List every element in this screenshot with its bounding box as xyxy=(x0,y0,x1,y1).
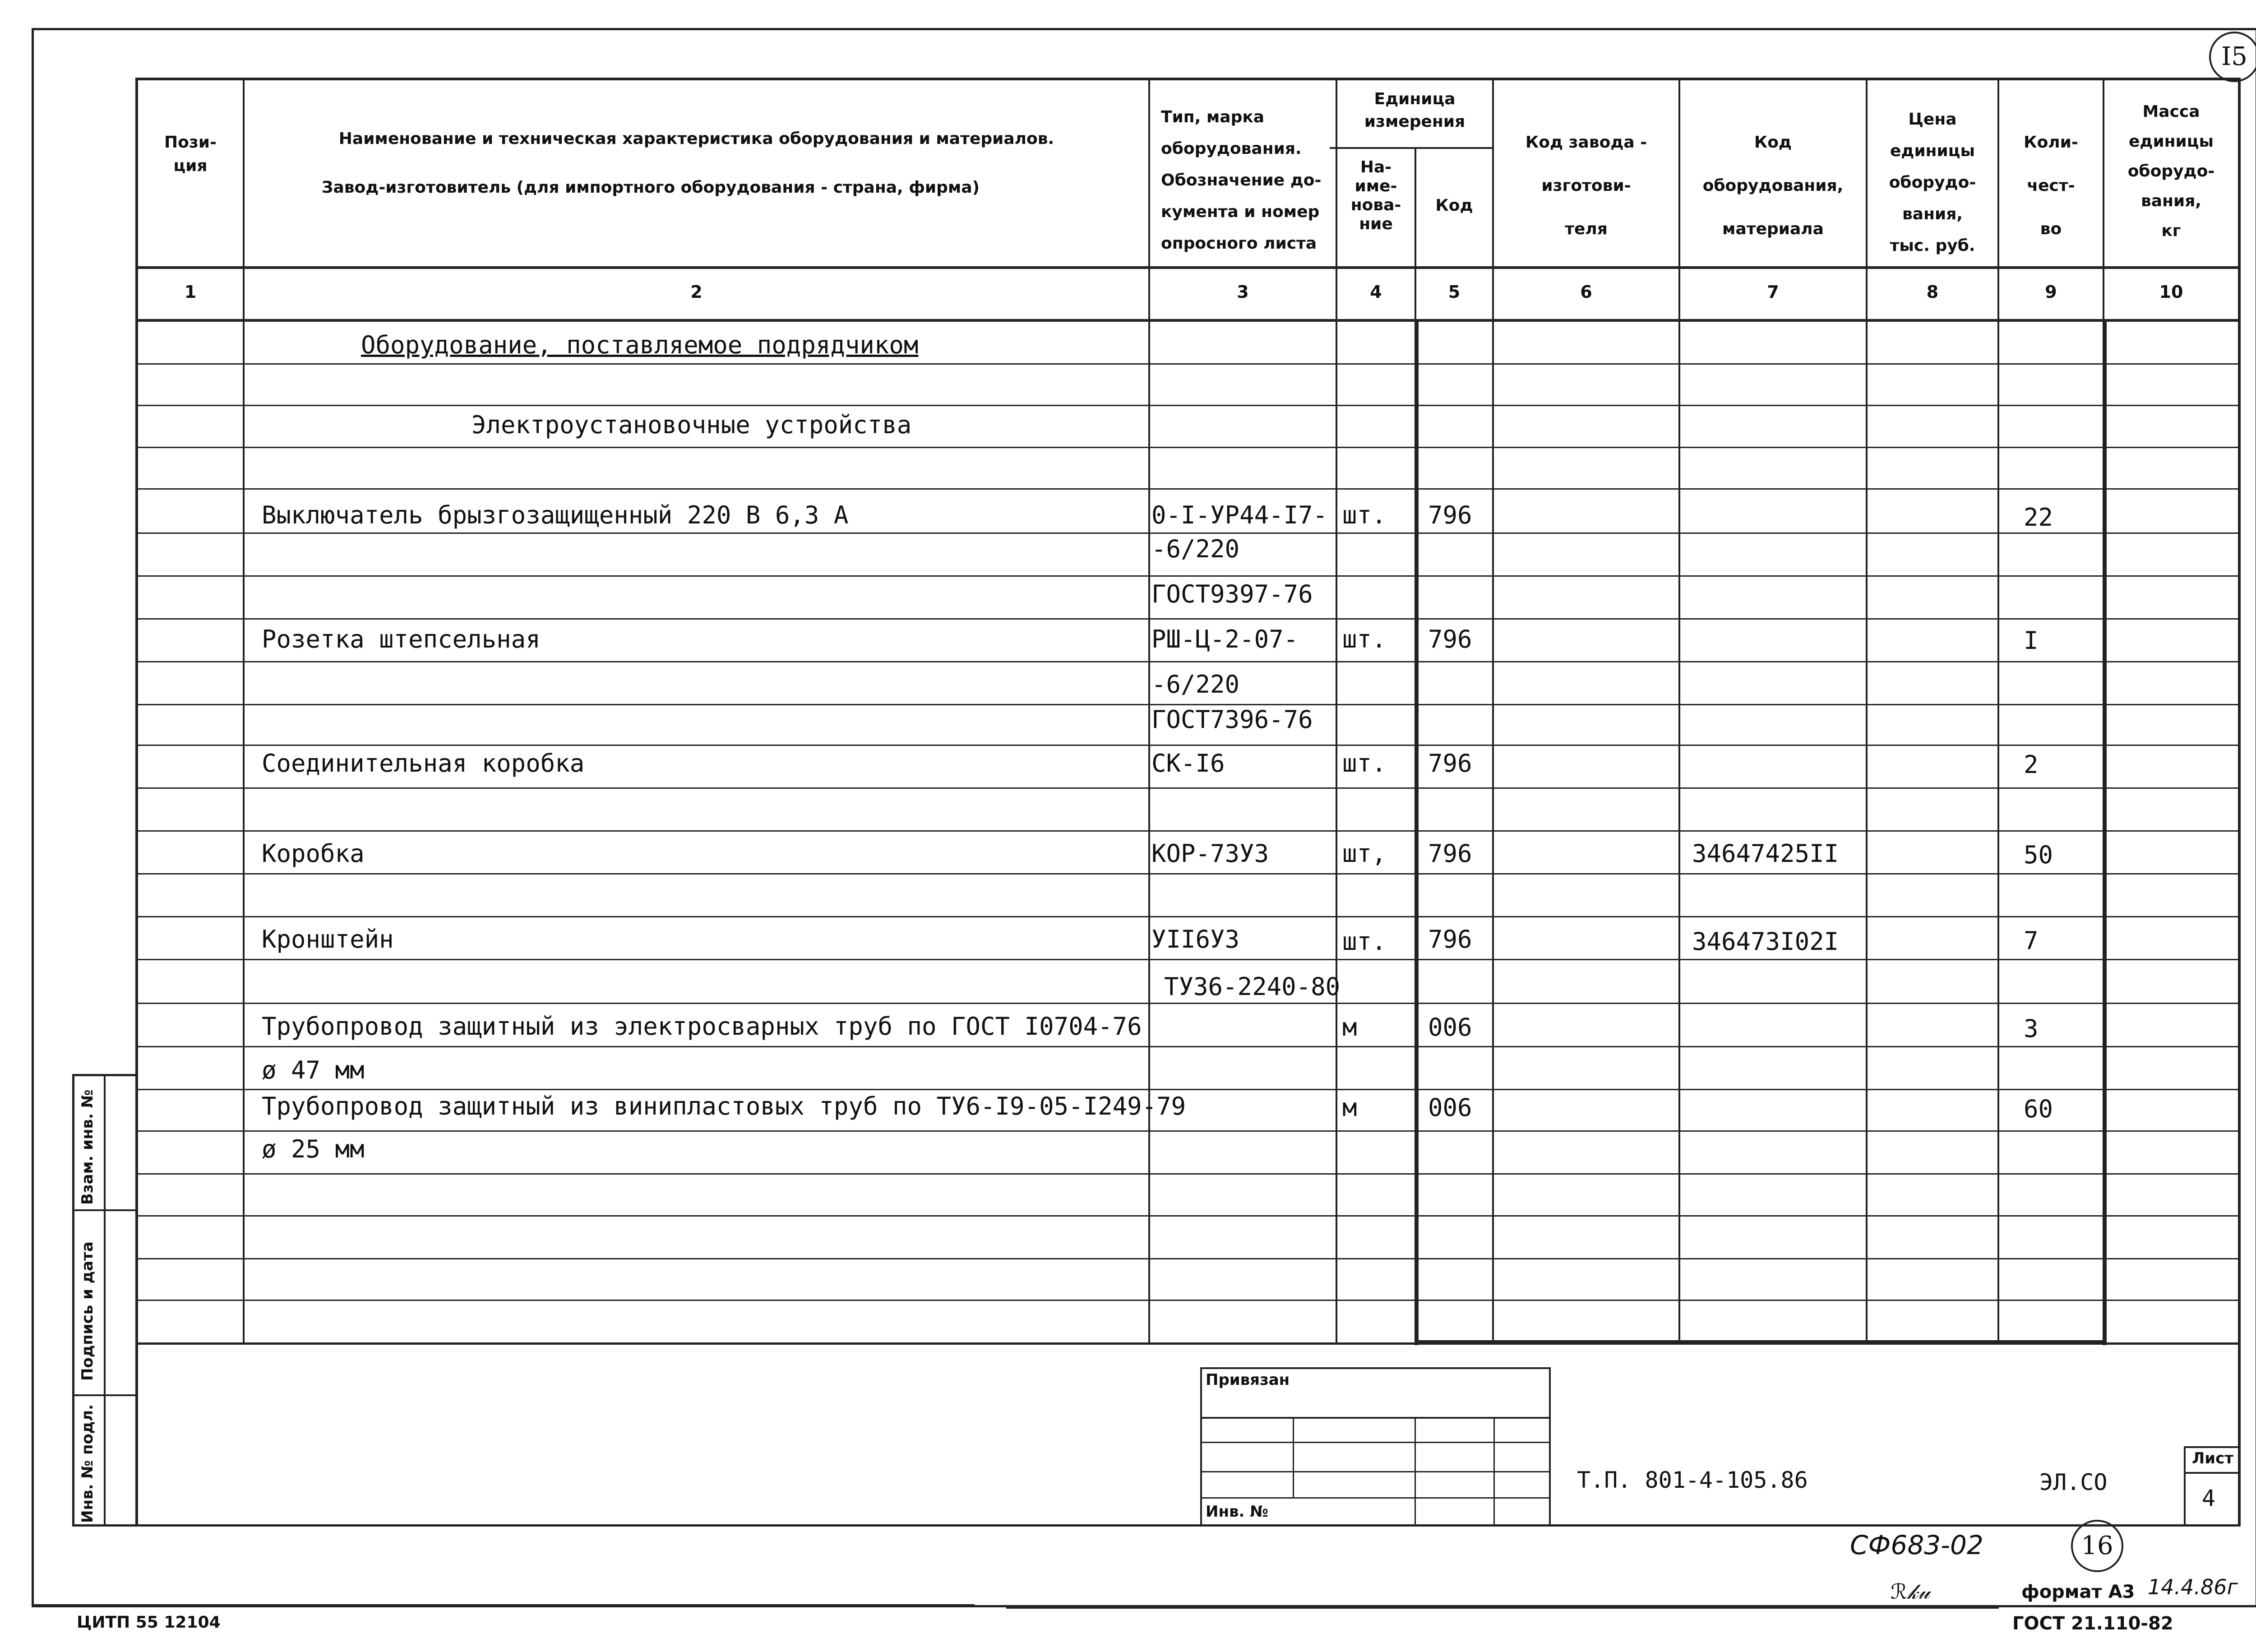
item-quantity: 2 xyxy=(2024,750,2039,779)
item-type: 0-I-УР44-I7- xyxy=(1151,501,1328,529)
item-unit: шт. xyxy=(1342,625,1387,653)
item-unit: м xyxy=(1342,1013,1357,1041)
column-number: 5 xyxy=(1448,282,1461,302)
column-number: 7 xyxy=(1767,282,1779,302)
column-number: 1 xyxy=(184,282,197,302)
header-type: Тип, марка оборудования. Обозначение до- кумента и номер опросного листа xyxy=(1161,108,1322,253)
stamp-inv-no: Инв. № xyxy=(1206,1503,1269,1521)
column-number: 9 xyxy=(2045,282,2057,302)
item-unit-code: 796 xyxy=(1428,749,1472,777)
item-unit-code: 006 xyxy=(1428,1013,1472,1041)
item-quantity: 50 xyxy=(2024,841,2053,869)
header-unit-group: Единица измерения xyxy=(1364,90,1465,131)
item-name: Кронштейн xyxy=(262,925,394,953)
item-type: УII6УЗ xyxy=(1151,925,1240,953)
item-name: Соединительная коробка xyxy=(262,749,585,777)
item-type: ГОСТ7396-76 xyxy=(1151,705,1313,734)
side-label-replacement-inv: Взам. инв. № xyxy=(79,1089,97,1205)
handwritten-signature: ℛ𝓀𝓊 xyxy=(1891,1579,1930,1604)
item-unit-code: 796 xyxy=(1428,501,1472,529)
item-unit: м xyxy=(1342,1093,1357,1122)
column-number: 3 xyxy=(1237,282,1249,302)
side-label-original-inv: Инв. № подл. xyxy=(79,1404,97,1523)
item-quantity: 7 xyxy=(2024,926,2039,955)
item-type: РШ-Ц-2-07- xyxy=(1151,625,1299,653)
side-label-signature-date: Подпись и дата xyxy=(79,1241,97,1381)
item-type: СК-I6 xyxy=(1151,749,1225,777)
handwritten-code: СФ683-02 xyxy=(1850,1530,1983,1560)
item-unit-code: 796 xyxy=(1428,925,1472,953)
item-unit-code: 796 xyxy=(1428,839,1472,868)
column-number: 4 xyxy=(1370,282,1382,302)
sheet-number: 4 xyxy=(2202,1485,2216,1511)
header-unit-code: Код xyxy=(1435,196,1473,215)
item-quantity: 60 xyxy=(2024,1095,2053,1123)
page-number-top: I5 xyxy=(2209,32,2256,82)
item-name: Трубопровод защитный из электросварных труб по ГОСТ I0704-76 xyxy=(262,1012,1142,1041)
item-unit: шт. xyxy=(1342,749,1387,777)
item-unit-code: 006 xyxy=(1428,1093,1472,1122)
header-position: Пози- ция xyxy=(164,133,217,175)
column-number: 8 xyxy=(1926,282,1939,302)
header-price: Цена единицы оборудо- вания, тыс. руб. xyxy=(1889,110,1976,255)
item-name: Выключатель брызгозащищенный 220 В 6,3 А xyxy=(262,501,849,529)
item-name: Трубопровод защитный из винипластовых труб по ТУ6-I9-05-I249-79 xyxy=(262,1092,1186,1120)
sheet-label: Лист xyxy=(2192,1449,2233,1467)
item-material-code: 34647425II xyxy=(1692,839,1839,868)
header-mass: Масса единицы оборудо- вания, кг xyxy=(2127,102,2215,240)
header-unit-name: На- име- нова- ние xyxy=(1350,158,1401,233)
item-type: ТУ36-2240-80 xyxy=(1164,972,1341,1001)
format-label: формат А3 xyxy=(2021,1582,2135,1602)
header-quantity: Коли- чест- во xyxy=(2024,133,2078,238)
section-code: ЭЛ.СО xyxy=(2039,1469,2108,1495)
bottom-line-left xyxy=(32,1604,975,1606)
item-type: -6/220 xyxy=(1151,670,1240,699)
subsection-title: Электроустановочные устройства xyxy=(472,411,912,439)
item-name: Коробка xyxy=(262,839,365,868)
document-code: Т.П. 801-4-105.86 xyxy=(1577,1467,1808,1493)
footer-left-code: ЦИТП 55 12104 xyxy=(77,1613,221,1632)
item-unit: шт, xyxy=(1342,839,1387,868)
item-quantity: I xyxy=(2024,626,2039,655)
column-number: 6 xyxy=(1580,282,1592,302)
item-name: Розетка штепсельная xyxy=(262,625,541,653)
bottom-line-right xyxy=(1006,1607,1999,1609)
footer-standard: ГОСТ 21.110-82 xyxy=(2012,1613,2173,1634)
header-name-line1: Наименование и техническая характеристика оборудования и материалов. xyxy=(338,130,1054,148)
header-material-code: Код оборудования, материала xyxy=(1702,133,1844,238)
item-type: КОР-73УЗ xyxy=(1151,839,1269,868)
header-factory-code: Код завода - изготови- теля xyxy=(1525,133,1647,238)
item-quantity: 22 xyxy=(2024,503,2053,532)
outer-frame xyxy=(32,28,2256,1607)
format-note: 14.4.86г xyxy=(2148,1575,2238,1599)
item-unit-code: 796 xyxy=(1428,625,1472,653)
stamp-privyazan: Привязан xyxy=(1206,1371,1290,1389)
page-number-bottom: 16 xyxy=(2071,1520,2123,1572)
item-type: ГОСТ9397-76 xyxy=(1151,580,1313,608)
item-quantity: 3 xyxy=(2024,1014,2039,1043)
item-material-code: 346473I02I xyxy=(1692,927,1839,956)
column-number: 10 xyxy=(2159,282,2183,302)
column-number: 2 xyxy=(690,282,703,302)
item-unit: шт. xyxy=(1342,927,1387,956)
item-type: -6/220 xyxy=(1151,535,1240,563)
section-title: Оборудование, поставляемое подрядчиком xyxy=(361,331,919,359)
header-name-line2: Завод-изготовитель (для импортного оборудования - страна, фирма) xyxy=(321,178,980,197)
item-name: ø 25 мм xyxy=(262,1135,365,1163)
item-name: ø 47 мм xyxy=(262,1056,365,1084)
item-unit: шт. xyxy=(1342,501,1387,529)
